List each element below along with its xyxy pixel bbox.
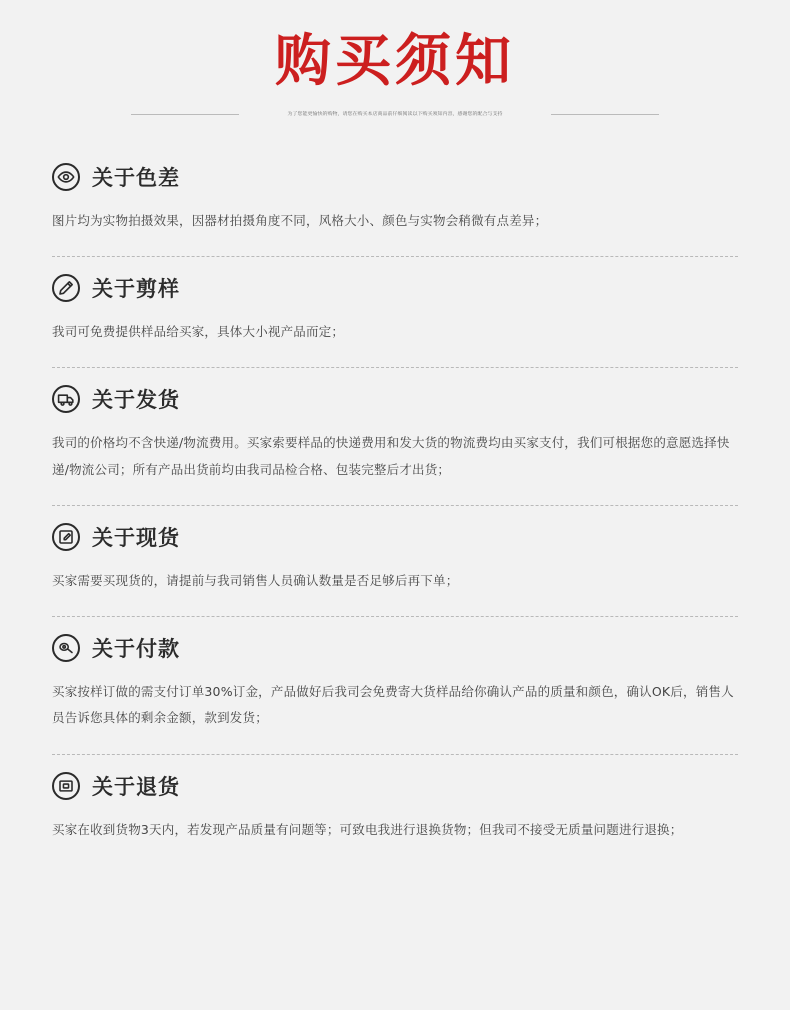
eye-icon bbox=[52, 163, 80, 191]
section-divider bbox=[52, 256, 738, 257]
left-rule bbox=[131, 114, 239, 115]
truck-icon bbox=[52, 385, 80, 413]
section-body: 买家在收到货物3天内，若发现产品质量有问题等；可致电我进行退换货物；但我司不接受无质量问题进行退换； bbox=[52, 821, 683, 837]
section-header bbox=[52, 263, 738, 307]
section-body: 图片均为实物拍摄效果，因器材拍摄角度不同，风格大小、颜色与实物会稍微有点差异； bbox=[52, 212, 548, 228]
section-return bbox=[52, 761, 738, 849]
page-subtitle: 为了您能更愉快的购物，请您在购买本店商品前仔细阅读以下购买须知内容，感谢您的配合与支持 bbox=[287, 111, 503, 117]
section-divider bbox=[52, 505, 738, 506]
section-title: 关于发货 bbox=[92, 388, 180, 413]
section-header bbox=[52, 374, 738, 418]
sections-container bbox=[52, 152, 738, 849]
section-stock bbox=[52, 512, 738, 623]
section-divider bbox=[52, 367, 738, 368]
page-title: 购买须知 bbox=[275, 29, 515, 94]
subtitle-row bbox=[0, 111, 790, 118]
section-title: 关于色差 bbox=[92, 165, 180, 190]
note-edit-icon bbox=[52, 523, 80, 551]
page-header bbox=[0, 0, 790, 118]
section-title: 关于退货 bbox=[92, 774, 180, 799]
section-sample-cutting bbox=[52, 263, 738, 374]
section-header bbox=[52, 761, 738, 805]
section-body: 我司可免费提供样品给买家，具体大小视产品而定； bbox=[52, 324, 345, 340]
section-title: 关于付款 bbox=[92, 637, 180, 662]
section-header bbox=[52, 623, 738, 667]
section-body: 我司的价格均不含快递/物流费用。买家索要样品的快递费用和发大货的物流费均由买家支付，我们可根据您的意愿选择快递/物流公司；所有产品出货前均由我司品检合格、包装完整后才出货； bbox=[52, 435, 730, 477]
section-shipping bbox=[52, 374, 738, 512]
section-divider bbox=[52, 616, 738, 617]
section-body: 买家需要买现货的，请提前与我司销售人员确认数量是否足够后再下单； bbox=[52, 572, 459, 588]
section-payment bbox=[52, 623, 738, 761]
section-title: 关于剪样 bbox=[92, 277, 180, 302]
section-title: 关于现货 bbox=[92, 525, 180, 550]
right-rule bbox=[551, 114, 659, 115]
box-return-icon bbox=[52, 772, 80, 800]
pencil-icon bbox=[52, 274, 80, 302]
section-header bbox=[52, 512, 738, 556]
section-color-difference bbox=[52, 152, 738, 263]
coin-icon bbox=[52, 634, 80, 662]
section-divider bbox=[52, 754, 738, 755]
section-header bbox=[52, 152, 738, 196]
section-body: 买家按样订做的需支付订单30%订金，产品做好后我司会免费寄大货样品给你确认产品的质量和颜色，确认OK后，销售人员告诉您具体的剩余金额，款到发货； bbox=[52, 684, 734, 726]
